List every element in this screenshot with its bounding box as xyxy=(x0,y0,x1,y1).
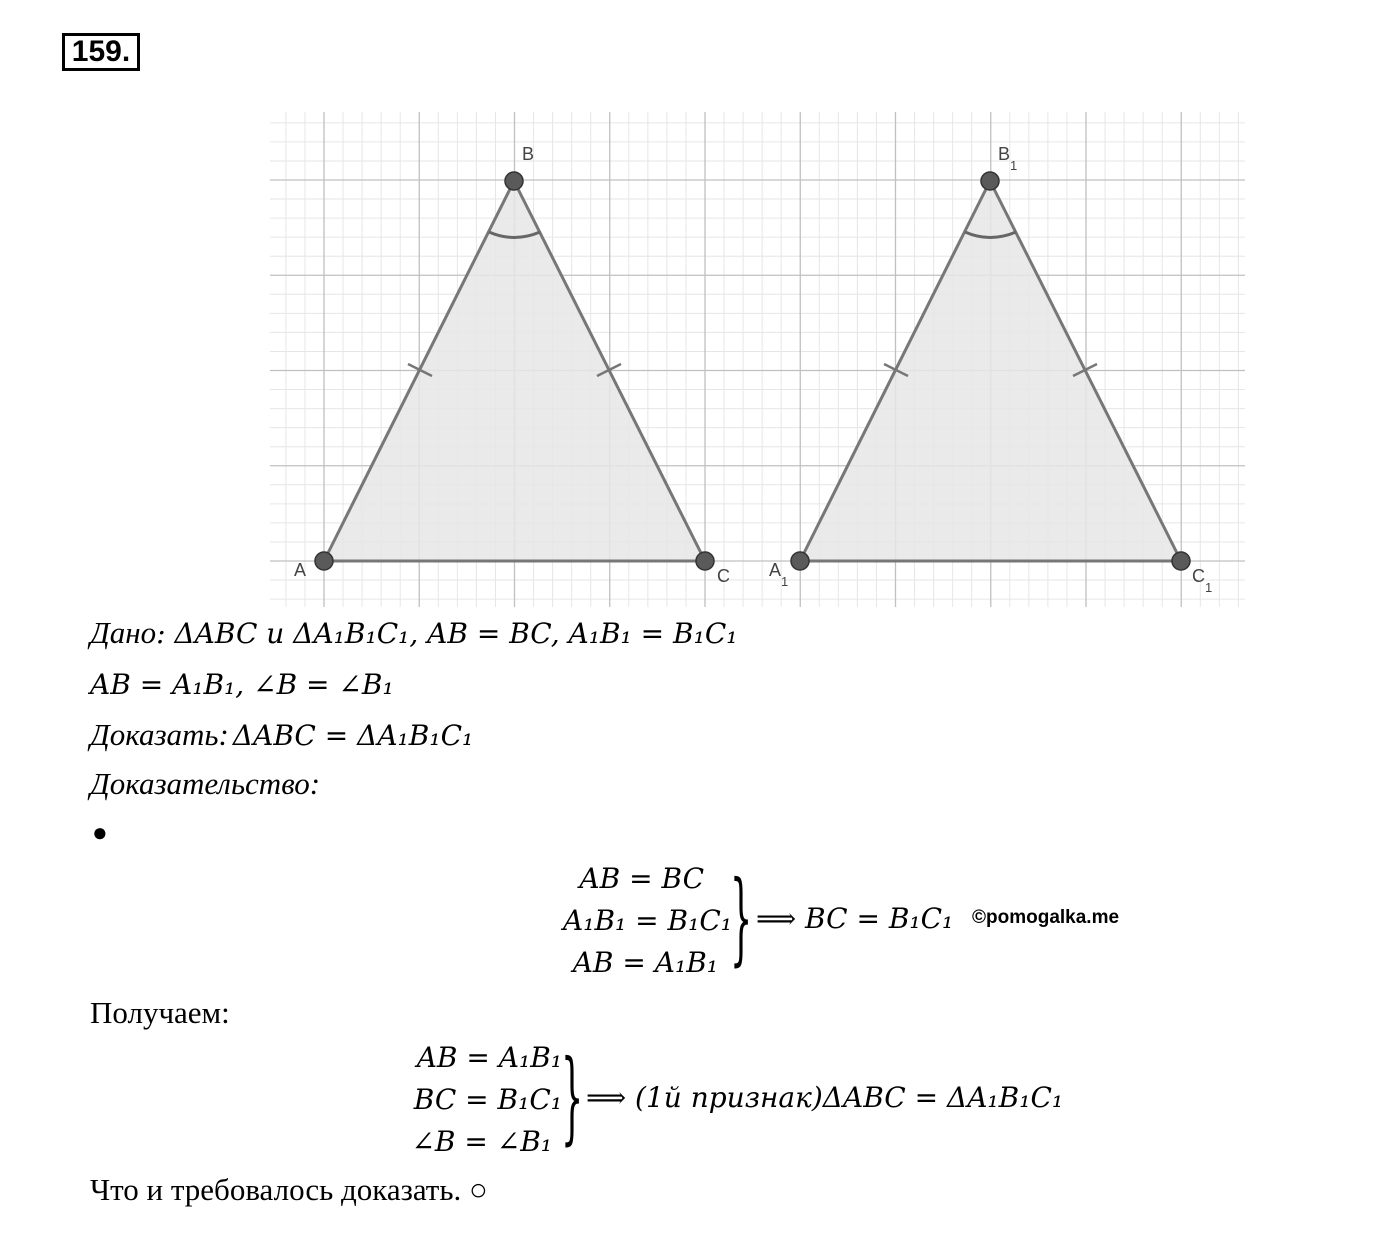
point-c1 xyxy=(1172,552,1190,570)
label-a1-letter: A xyxy=(769,560,782,580)
label-c1 xyxy=(1192,566,1212,595)
system-2-line-1: AB = A₁B₁ xyxy=(416,1041,562,1074)
system-2 xyxy=(370,1037,562,1163)
prove-statement: ΔABC = ΔA₁B₁C₁ xyxy=(232,719,474,752)
triangles-figure xyxy=(270,112,1245,607)
problem-number: 159. xyxy=(62,33,140,71)
system-2-line-2: BC = B₁C₁ xyxy=(413,1083,562,1116)
label-a1-sub: 1 xyxy=(781,574,789,589)
system-1-result: ⟹ BC = B₁C₁ xyxy=(756,902,954,935)
point-c xyxy=(696,552,714,570)
label-b: B xyxy=(522,144,535,164)
point-a1 xyxy=(791,552,809,570)
given-label: Дано xyxy=(90,615,157,650)
label-b1-letter: B xyxy=(998,144,1011,164)
system-2-result: ⟹ (1й признак)ΔABC = ΔA₁B₁C₁ xyxy=(586,1081,1064,1114)
watermark: ©pomogalka.me xyxy=(972,907,1120,928)
label-b1-sub: 1 xyxy=(1010,158,1018,173)
system-1-line-2: A₁B₁ = B₁C₁ xyxy=(563,904,732,937)
triangle-abc xyxy=(294,144,730,586)
obtain-label: Получаем: xyxy=(90,995,230,1030)
label-a: A xyxy=(294,560,307,580)
point-b1 xyxy=(981,172,999,190)
label-a1 xyxy=(769,560,788,589)
system-2-line-3: ∠B = ∠B₁ xyxy=(411,1125,552,1158)
prove-line xyxy=(90,717,473,753)
label-c: C xyxy=(717,566,730,586)
point-b xyxy=(505,172,523,190)
label-c1-letter: C xyxy=(1192,566,1205,586)
proof-label: Доказательство: xyxy=(90,766,321,801)
system-1-brace: } xyxy=(730,859,753,976)
point-a xyxy=(315,552,333,570)
given-statement: : ΔABC и ΔA₁B₁C₁, AB = BC, A₁B₁ = B₁C₁ xyxy=(156,617,738,650)
given-line-1 xyxy=(90,615,738,651)
label-b1 xyxy=(998,144,1017,173)
prove-label: Доказать: xyxy=(90,717,229,752)
given-line-2: AB = A₁B₁, ∠B = ∠B₁ xyxy=(90,668,394,701)
system-1 xyxy=(520,858,732,984)
system-1-line-1: AB = BC xyxy=(579,862,704,895)
label-c1-sub: 1 xyxy=(1205,580,1213,595)
proof-bullet: ● xyxy=(92,818,108,847)
system-2-brace: } xyxy=(561,1038,584,1155)
system-1-line-3: AB = A₁B₁ xyxy=(572,946,718,979)
conclusion: Что и требовалось доказать. ○ xyxy=(90,1172,488,1207)
triangle-a1b1c1 xyxy=(769,144,1212,595)
